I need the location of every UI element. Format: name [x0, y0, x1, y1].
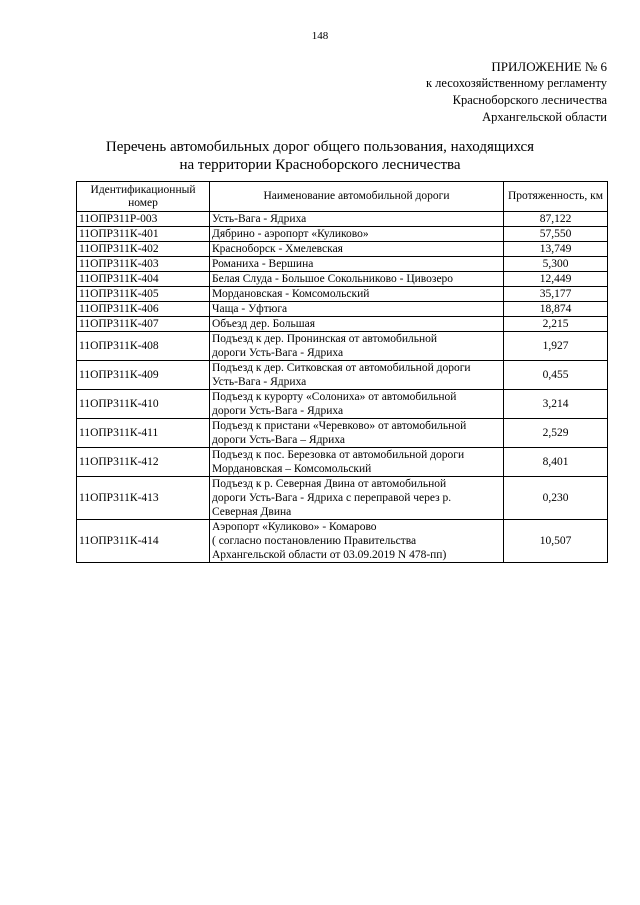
road-id-cell: 11ОПР311Р-003	[77, 212, 210, 227]
road-id-cell: 11ОПР311К-413	[77, 477, 210, 520]
road-name-cell: Объезд дер. Большая	[210, 317, 504, 332]
road-name-cell: Мордановская - Комсомольский	[210, 287, 504, 302]
road-id-cell: 11ОПР311К-412	[77, 448, 210, 477]
table-row	[77, 302, 608, 317]
road-name-cell: Подъезд к дер. Ситковская от автомобильной дороги Усть-Вага - Ядриха	[210, 361, 504, 390]
road-length-cell: 57,550	[504, 227, 608, 242]
table-row	[77, 272, 608, 287]
road-id-cell: 11ОПР311К-402	[77, 242, 210, 257]
road-name-cell: Дябрино - аэропорт «Куликово»	[210, 227, 504, 242]
roads-table	[76, 181, 608, 563]
road-length-cell: 35,177	[504, 287, 608, 302]
road-length-cell: 18,874	[504, 302, 608, 317]
document-title-line-1: Перечень автомобильных дорог общего пользования, находящихся	[105, 139, 535, 155]
appendix-line-regulation: к лесохозяйственному регламенту	[425, 76, 607, 90]
road-name-cell: Усть-Вага - Ядриха	[210, 212, 504, 227]
table-row	[77, 257, 608, 272]
document-title-line-2: на территории Красноборского лесничества	[179, 157, 461, 173]
appendix-line-forestry: Красноборского лесничества	[452, 93, 607, 107]
appendix-title: ПРИЛОЖЕНИЕ № 6	[491, 59, 607, 74]
road-length-cell: 8,401	[504, 448, 608, 477]
road-length-cell: 3,214	[504, 390, 608, 419]
appendix-line-region: Архангельской области	[482, 110, 607, 124]
road-length-cell: 1,927	[504, 332, 608, 361]
header-name: Наименование автомобильной дороги	[210, 182, 504, 212]
road-name-cell: Подъезд к р. Северная Двина от автомобильной дороги Усть-Вага - Ядриха с переправой через р. Северная Двина	[210, 477, 504, 520]
table-row	[77, 287, 608, 302]
table-header-row	[77, 182, 608, 212]
road-length-cell: 87,122	[504, 212, 608, 227]
road-name-cell: Романиха - Вершина	[210, 257, 504, 272]
table-row	[77, 361, 608, 390]
road-length-cell: 13,749	[504, 242, 608, 257]
road-id-cell: 11ОПР311К-407	[77, 317, 210, 332]
road-id-cell: 11ОПР311К-411	[77, 419, 210, 448]
table-row	[77, 212, 608, 227]
road-length-cell: 5,300	[504, 257, 608, 272]
road-id-cell: 11ОПР311К-408	[77, 332, 210, 361]
road-name-cell: Аэропорт «Куликово» - Комарово ( согласно постановлению Правительства Архангельской области от 03.09.2019 N 478-пп)	[210, 520, 504, 563]
road-name-cell: Подъезд к пристани «Черевково» от автомобильной дороги Усть-Вага – Ядриха	[210, 419, 504, 448]
road-id-cell: 11ОПР311К-409	[77, 361, 210, 390]
road-id-cell: 11ОПР311К-403	[77, 257, 210, 272]
table-body	[77, 212, 608, 563]
road-length-cell: 2,529	[504, 419, 608, 448]
road-name-cell: Чаща - Уфтюга	[210, 302, 504, 317]
table-row	[77, 227, 608, 242]
table-row	[77, 419, 608, 448]
header-id: Идентификационный номер	[77, 182, 210, 212]
table-row	[77, 332, 608, 361]
table-row	[77, 520, 608, 563]
road-id-cell: 11ОПР311К-401	[77, 227, 210, 242]
road-id-cell: 11ОПР311К-405	[77, 287, 210, 302]
road-length-cell: 2,215	[504, 317, 608, 332]
header-length: Протяженность, км	[504, 182, 608, 212]
table-row	[77, 477, 608, 520]
document-title	[0, 138, 640, 174]
table-row	[77, 242, 608, 257]
road-id-cell: 11ОПР311К-410	[77, 390, 210, 419]
road-id-cell: 11ОПР311К-406	[77, 302, 210, 317]
road-name-cell: Красноборск - Хмелевская	[210, 242, 504, 257]
road-length-cell: 10,507	[504, 520, 608, 563]
road-name-cell: Подъезд к пос. Березовка от автомобильной дороги Мордановская – Комсомольский	[210, 448, 504, 477]
road-id-cell: 11ОПР311К-414	[77, 520, 210, 563]
road-name-cell: Белая Слуда - Большое Сокольниково - Цивозеро	[210, 272, 504, 287]
road-name-cell: Подъезд к курорту «Солониха» от автомобильной дороги Усть-Вага - Ядриха	[210, 390, 504, 419]
table-row	[77, 448, 608, 477]
page-number: 148	[311, 30, 329, 42]
road-length-cell: 0,455	[504, 361, 608, 390]
road-name-cell: Подъезд к дер. Пронинская от автомобильной дороги Усть-Вага - Ядриха	[210, 332, 504, 361]
road-id-cell: 11ОПР311К-404	[77, 272, 210, 287]
appendix-header	[426, 58, 607, 126]
table-row	[77, 390, 608, 419]
road-length-cell: 12,449	[504, 272, 608, 287]
table-row	[77, 317, 608, 332]
road-length-cell: 0,230	[504, 477, 608, 520]
